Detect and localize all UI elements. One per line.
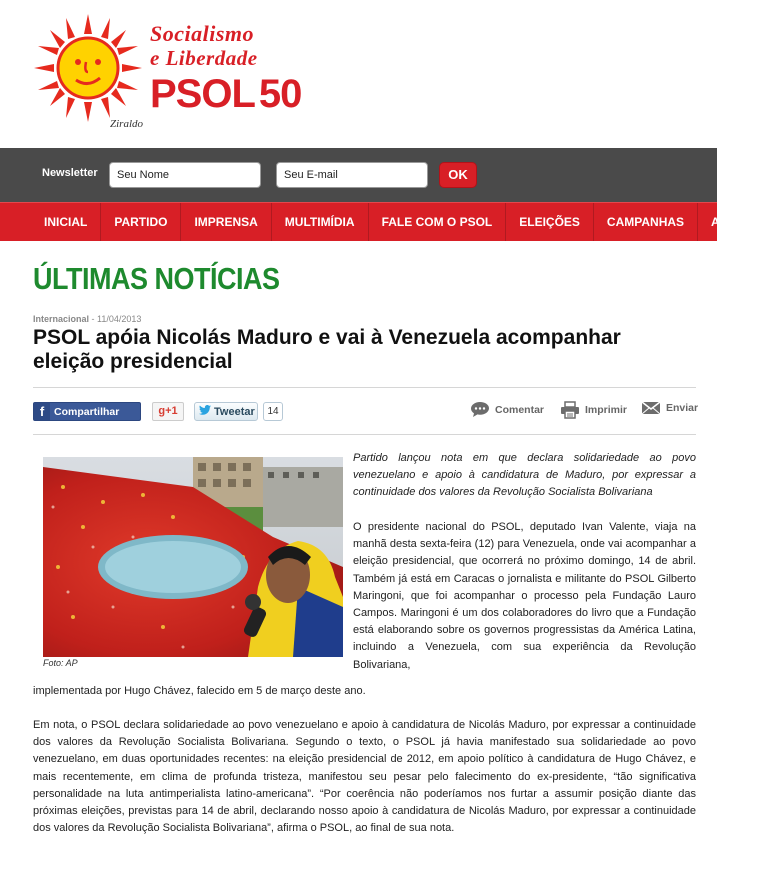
newsletter-email-input[interactable] bbox=[276, 162, 428, 188]
article-photo[interactable] bbox=[43, 457, 343, 657]
nav-item-multimidia[interactable]: MULTIMÍDIA bbox=[272, 203, 369, 241]
section-title: ÚLTIMAS NOTÍCIAS bbox=[33, 262, 280, 296]
nav-item-eleicoes[interactable]: ELEIÇÕES bbox=[506, 203, 594, 241]
nav-item-inicial[interactable]: INICIAL bbox=[0, 203, 101, 241]
tweet-count: 14 bbox=[263, 402, 283, 421]
divider bbox=[33, 387, 696, 388]
newsletter-submit-button[interactable]: OK bbox=[439, 162, 477, 188]
twitter-bird-icon bbox=[199, 405, 211, 418]
logo-party-name bbox=[150, 72, 301, 116]
article-category[interactable]: Internacional bbox=[33, 314, 90, 324]
send-email-button[interactable] bbox=[641, 401, 698, 415]
print-button[interactable] bbox=[560, 401, 627, 419]
comment-label: Comentar bbox=[495, 403, 545, 416]
logo-party-number: 50 bbox=[258, 72, 302, 116]
nav-item-campanhas[interactable]: CAMPANHAS bbox=[594, 203, 698, 241]
site-header bbox=[0, 0, 717, 148]
nav-item-partido[interactable]: PARTIDO bbox=[101, 203, 181, 241]
nav-item-fale-com-o-psol[interactable]: FALE COM O PSOL bbox=[369, 203, 507, 241]
tweet-button[interactable] bbox=[194, 402, 258, 421]
logo-slogan-line2: e Liberdade bbox=[150, 46, 258, 70]
article-headline[interactable]: PSOL apóia Nicolás Maduro e vai à Venezuela acompanhar eleição presidencial bbox=[33, 326, 621, 373]
speech-bubble-icon bbox=[470, 401, 490, 418]
main-nav bbox=[0, 202, 764, 241]
newsletter-bar bbox=[0, 148, 717, 202]
newsletter-name-input[interactable] bbox=[109, 162, 261, 188]
print-label: Imprimir bbox=[585, 404, 628, 416]
photo-caption: Foto: AP bbox=[43, 658, 78, 668]
logo-wordmark[interactable] bbox=[150, 22, 301, 116]
tweet-label: Tweetar bbox=[214, 405, 255, 418]
google-plus-icon: g bbox=[158, 405, 166, 417]
google-plus-label: +1 bbox=[165, 405, 178, 417]
newsletter-label: Newsletter bbox=[42, 167, 98, 179]
facebook-share-button[interactable] bbox=[33, 402, 141, 421]
facebook-share-label: Compartilhar bbox=[54, 405, 120, 418]
article-lead: Partido lançou nota em que declara solidariedade ao povo venezuelano e apoio à candidatura de Maduro, por expressar a continuidade dos valores da Revolução Socialista Bolivariana bbox=[353, 452, 696, 499]
logo-signature: Ziraldo bbox=[110, 118, 144, 130]
article-paragraph: Em nota, o PSOL declara solidariedade ao povo venezuelano e apoio à candidatura de Nicolás Maduro, por expressar a continuidade dos valores da Revolução Socialista Bolivariana. Segundo o texto, o PSOL já havia manifestado sua solidariedade ao povo venezuelano, em duas oportunidades recentes: na eleição presidencial de 2012, em apoio político à candidatura de Hugo Chávez, e mais recentemente, em clima de profunda tristeza, manifestou seu pesar pelo falecimento do ex-presidente, “tão significativa personalidade na luta antimperialista latino-americana”. “Por coerência não poderíamos nos furtar a assumir posição diante das próximas eleições, previstas para 14 de abril, declarando nosso apoio à candidatura de Nicolás Maduro, por expressar a continuidade dos valores da Revolução Socialista Bolivariana”, afirma o PSOL, ao final de sua nota. bbox=[33, 719, 696, 835]
printer-icon bbox=[560, 401, 580, 419]
google-plus-button[interactable] bbox=[152, 402, 184, 421]
divider bbox=[33, 434, 696, 435]
logo-party-acronym: PSOL bbox=[150, 72, 255, 116]
nav-item-imprensa[interactable]: IMPRENSA bbox=[181, 203, 271, 241]
sun-logo-icon[interactable] bbox=[32, 12, 144, 124]
nav-item-agenda[interactable]: AGENDA bbox=[711, 215, 764, 229]
comment-button[interactable] bbox=[470, 401, 544, 418]
article-date: - 11/04/2013 bbox=[89, 314, 142, 324]
logo-slogan-line1: Socialismo bbox=[150, 21, 255, 46]
article-paragraph-continued: implementada por Hugo Chávez, falecido em 5 de março deste ano. bbox=[33, 685, 366, 697]
facebook-icon: f bbox=[34, 403, 50, 420]
article-paragraph: O presidente nacional do PSOL, deputado Ivan Valente, viaja na manhã desta sexta-feira (12) para Venezuela, onde vai acompanhar a eleição presidencial, que ocorrerá no próximo domingo, 14 de abril. Também já está em Caracas o jornalista e militante do PSOL Gilberto Maringoni, que foi acompanhar o processo pela Fundação Lauro Campos. Maringoni é um dos colaboradores do livro que a Fundação está elaborando sobre os governos progressistas da América Latina, incluindo a Venezuela, com sua experiência da Revolução Bolivariana, bbox=[353, 521, 696, 671]
envelope-icon bbox=[641, 401, 661, 415]
article-meta bbox=[33, 314, 141, 324]
send-email-label: Enviar bbox=[666, 402, 699, 414]
rally-crowd-photo bbox=[43, 457, 343, 657]
